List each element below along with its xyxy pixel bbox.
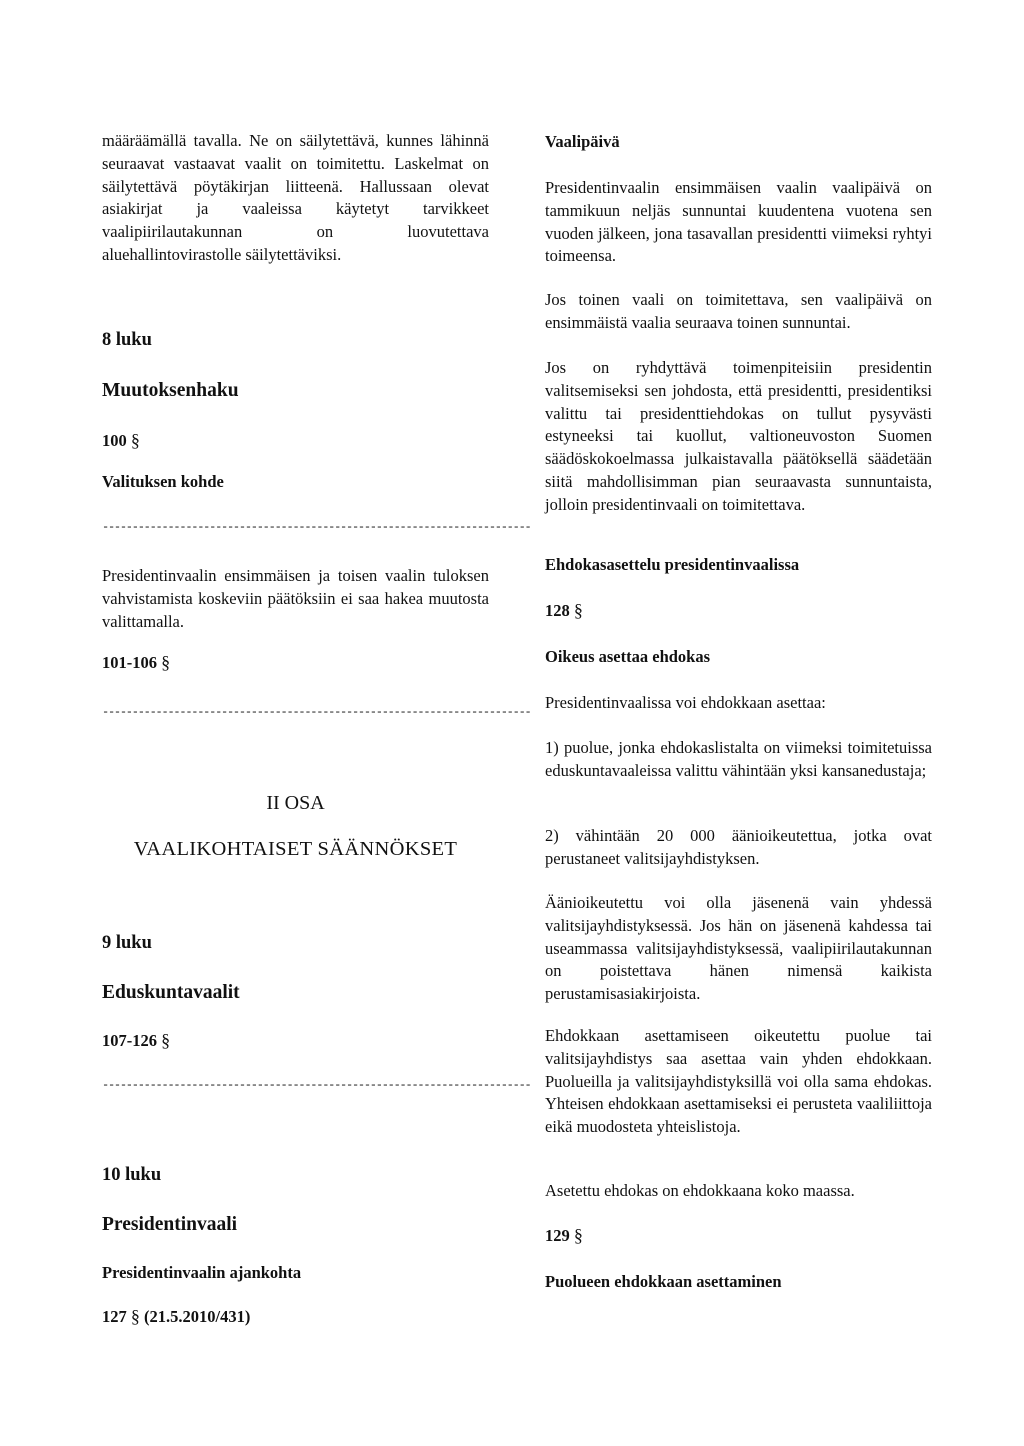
- paragraph-128-6: Asetettu ehdokas on ehdokkaana koko maassa.: [545, 1181, 855, 1200]
- paragraph-128-5: Ehdokkaan asettamiseen oikeutettu puolue tai valitsijayhdistys saa asettaa vain yhden ehdokkaan. Puolueilla ja valitsijayhdistyksillä voi olla sama ehdokas. Yhteisen ehdokkaan asettamiseksi ei perusteta vaaliliittoja eikä muodosteta yhteislistoja.: [545, 1026, 932, 1137]
- section-107-126-label: 107-126: [102, 1031, 157, 1050]
- section-sign: §: [573, 600, 583, 620]
- paragraph-128-4: Äänioikeutettu voi olla jäsenenä vain yhdessä valitsijayhdistyksessä. Jos hän on jäsenenä kahdessa tai useammassa valitsijayhdistyksessä, vaalipiirilautakunnan on poistettava hänen nimensä kaikista perustamisasiakirjoista.: [545, 893, 932, 1004]
- section-sign: §: [130, 430, 140, 450]
- section-129-title: Puolueen ehdokkaan asettaminen: [545, 1272, 782, 1291]
- paragraph-vaalipaiva-1: Presidentinvaalin ensimmäisen vaalin vaalipäivä on tammikuun neljäs sunnuntai kuudentena vuotena sen vuoden jälkeen, jona tasavallan presidentti viimeksi ryhtyi toimeensa.: [545, 178, 932, 266]
- section-127-number: [102, 1306, 250, 1327]
- section-127-amendment: (21.5.2010/431): [144, 1307, 251, 1326]
- section-sign: §: [130, 1306, 140, 1326]
- part-title: VAALIKOHTAISET SÄÄNNÖKSET: [133, 838, 458, 860]
- chapter-10-title: Presidentinvaali: [102, 1214, 238, 1235]
- chapter-9-title: Eduskuntavaalit: [102, 982, 240, 1003]
- section-sign: §: [161, 1030, 171, 1050]
- section-sign: §: [573, 1225, 583, 1245]
- paragraph-vaalipaiva-3: Jos on ryhdyttävä toimenpiteisiin presidentin valitsemiseksi sen johdosta, että presidentti, presidentiksi valittu tai presidenttiehdokas on tullut pysyvästi estyneeksi tai kuollut, valtioneuvoston Suomen säädöskokoelmassa julkaistavalla päätöksellä säädetään siitä mahdollisimman pian seuraavasta sunnuntaista, jolloin presidentinvaali on toimitettava.: [545, 358, 932, 514]
- paragraph-128-3: 2) vähintään 20 000 äänioikeutettua, jotka ovat perustaneet valitsijayhdistyksen.: [545, 826, 932, 868]
- chapter-10-heading: 10 luku: [102, 1165, 162, 1185]
- paragraph-vaalipaiva-2: Jos toinen vaali on toimitettava, sen vaalipäivä on ensimmäistä vaalia seuraava toinen sunnuntai.: [545, 290, 932, 332]
- section-107-126-number: [102, 1030, 170, 1051]
- section-100-label: 100: [102, 431, 127, 450]
- chapter-8-title: Muutoksenhaku: [102, 380, 239, 401]
- omission-divider: ------------------------------------------------------------------------: [102, 1078, 531, 1092]
- section-100-title: Valituksen kohde: [102, 472, 224, 491]
- section-129-number: [545, 1225, 583, 1246]
- heading-vaalipaiva: Vaalipäivä: [545, 132, 620, 151]
- section-128-label: 128: [545, 601, 570, 620]
- chapter-8-heading: 8 luku: [102, 330, 152, 350]
- omission-divider: ------------------------------------------------------------------------: [102, 705, 531, 719]
- omission-divider: ------------------------------------------------------------------------: [102, 520, 531, 534]
- section-101-106-number: [102, 652, 170, 673]
- heading-ehdokasasettelu: Ehdokasasettelu presidentinvaalissa: [545, 555, 800, 574]
- section-100-text: Presidentinvaalin ensimmäisen ja toisen vaalin tuloksen vahvistamista koskeviin päätöksiin ei saa hakea muutosta valittamalla.: [102, 566, 489, 631]
- subheading: Presidentinvaalin ajankohta: [102, 1263, 302, 1282]
- section-sign: §: [161, 652, 171, 672]
- chapter-9-heading: 9 luku: [102, 933, 152, 953]
- section-128-number: [545, 600, 583, 621]
- section-129-label: 129: [545, 1226, 570, 1245]
- intro-paragraph: määräämällä tavalla. Ne on säilytettävä, kunnes lähinnä seuraavat vastaavat vaalit on toimitettu. Laskelmat on säilytettävä pöytäkirjan liitteenä. Hallussaan olevat asiakirjat ja vaaleissa käytetyt tarvikkeet vaalipiirilautakunnan on luovutettava aluehallintovirastolle säilytettäviksi.: [102, 131, 489, 264]
- section-101-106-label: 101-106: [102, 653, 157, 672]
- section-128-title: Oikeus asettaa ehdokas: [545, 647, 711, 666]
- paragraph-128-2: 1) puolue, jonka ehdokaslistalta on viimeksi toimitetuissa eduskuntavaaleissa valittu vähintään yksi kansanedustaja;: [545, 738, 932, 780]
- section-100-number: [102, 430, 140, 451]
- part-heading: II OSA: [266, 792, 325, 814]
- paragraph-128-1: Presidentinvaalissa voi ehdokkaan asettaa:: [545, 693, 826, 712]
- section-127-label: 127: [102, 1307, 127, 1326]
